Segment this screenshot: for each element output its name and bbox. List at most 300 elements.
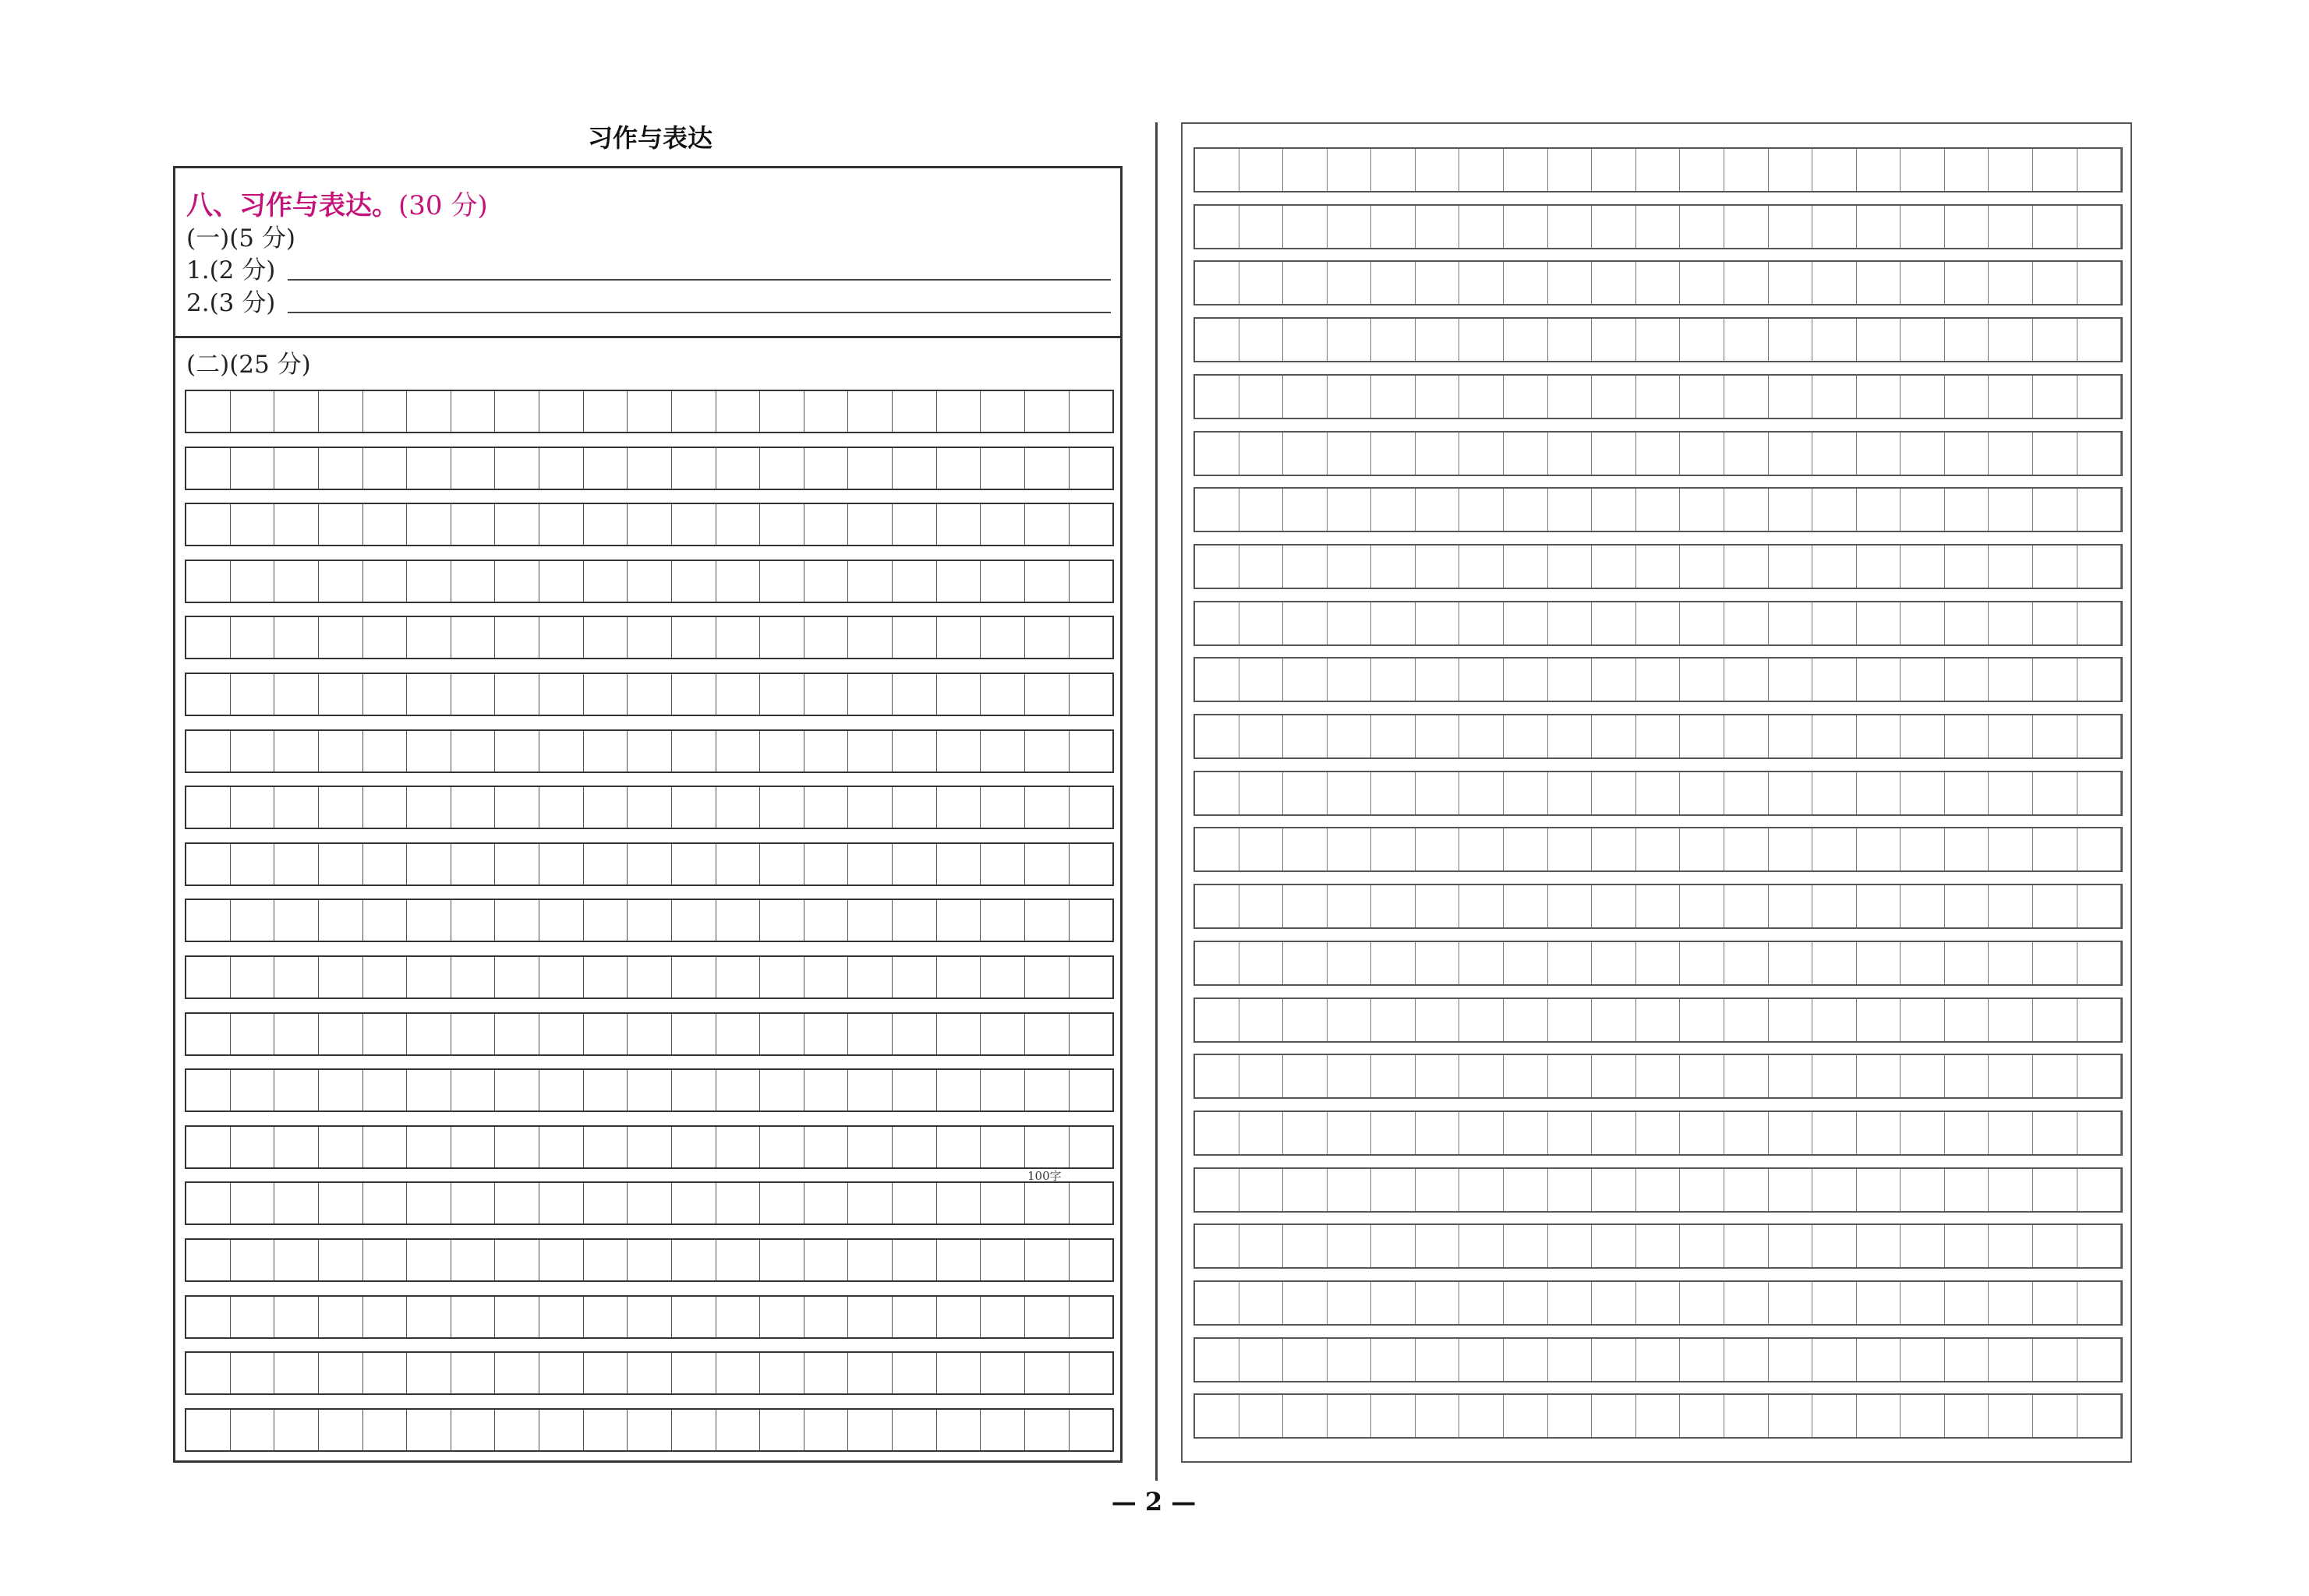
writing-cell[interactable]	[1283, 319, 1328, 361]
writing-cell[interactable]	[1724, 546, 1769, 588]
writing-cell[interactable]	[1724, 999, 1769, 1041]
writing-cell[interactable]	[937, 787, 981, 828]
writing-cell[interactable]	[584, 844, 628, 885]
writing-cell[interactable]	[1195, 433, 1239, 475]
writing-cell[interactable]	[981, 1127, 1025, 1167]
writing-cell[interactable]	[716, 561, 761, 602]
writing-cell[interactable]	[1416, 546, 1460, 588]
writing-cell[interactable]	[1025, 561, 1070, 602]
writing-cell[interactable]	[937, 1070, 981, 1110]
writing-cell[interactable]	[231, 617, 275, 658]
writing-cell[interactable]	[1459, 206, 1504, 248]
writing-cell[interactable]	[1025, 1014, 1070, 1054]
writing-cell[interactable]	[1283, 262, 1328, 304]
writing-cell[interactable]	[1459, 149, 1504, 191]
writing-cell[interactable]	[1504, 1395, 1548, 1437]
writing-cell[interactable]	[716, 1353, 761, 1393]
writing-cell[interactable]	[2077, 546, 2122, 588]
writing-cell[interactable]	[760, 1127, 804, 1167]
writing-cell[interactable]	[2033, 1055, 2077, 1097]
writing-cell[interactable]	[1371, 659, 1416, 701]
writing-cell[interactable]	[804, 504, 849, 545]
writing-cell[interactable]	[893, 844, 937, 885]
writing-cell[interactable]	[1371, 1395, 1416, 1437]
writing-cell[interactable]	[1504, 659, 1548, 701]
writing-cell[interactable]	[1548, 489, 1593, 531]
writing-cell[interactable]	[1459, 715, 1504, 757]
writing-cell[interactable]	[1459, 489, 1504, 531]
writing-cell[interactable]	[2077, 149, 2122, 191]
writing-cell[interactable]	[1459, 999, 1504, 1041]
writing-cell[interactable]	[804, 787, 849, 828]
writing-cell[interactable]	[848, 448, 893, 489]
writing-cell[interactable]	[1857, 149, 1901, 191]
writing-cell[interactable]	[672, 957, 716, 998]
writing-cell[interactable]	[1769, 319, 1813, 361]
writing-cell[interactable]	[319, 391, 363, 432]
writing-cell[interactable]	[628, 1297, 672, 1337]
writing-cell[interactable]	[1416, 999, 1460, 1041]
writing-cell[interactable]	[2077, 602, 2122, 644]
writing-cell[interactable]	[1239, 206, 1284, 248]
writing-cell[interactable]	[981, 1297, 1025, 1337]
writing-cell[interactable]	[1724, 1282, 1769, 1324]
writing-cell[interactable]	[2033, 715, 2077, 757]
writing-cell[interactable]	[1070, 1297, 1113, 1337]
writing-cell[interactable]	[1724, 262, 1769, 304]
writing-cell[interactable]	[848, 1297, 893, 1337]
writing-cell[interactable]	[804, 844, 849, 885]
writing-cell[interactable]	[628, 504, 672, 545]
writing-cell[interactable]	[1857, 1112, 1901, 1154]
writing-cell[interactable]	[186, 900, 231, 941]
writing-cell[interactable]	[628, 731, 672, 772]
writing-cell[interactable]	[1812, 489, 1857, 531]
writing-cell[interactable]	[319, 900, 363, 941]
writing-cell[interactable]	[937, 1410, 981, 1450]
writing-cell[interactable]	[628, 1014, 672, 1054]
writing-cell[interactable]	[1769, 715, 1813, 757]
writing-cell[interactable]	[1025, 844, 1070, 885]
writing-cell[interactable]	[760, 1183, 804, 1223]
writing-cell[interactable]	[1504, 1112, 1548, 1154]
writing-cell[interactable]	[1901, 602, 1945, 644]
writing-cell[interactable]	[319, 957, 363, 998]
writing-cell[interactable]	[1371, 206, 1416, 248]
writing-cell[interactable]	[1724, 433, 1769, 475]
writing-cell[interactable]	[1636, 602, 1681, 644]
writing-cell[interactable]	[672, 1410, 716, 1450]
writing-cell[interactable]	[1371, 489, 1416, 531]
writing-cell[interactable]	[363, 957, 408, 998]
writing-cell[interactable]	[2033, 1395, 2077, 1437]
writing-cell[interactable]	[1945, 319, 1989, 361]
writing-cell[interactable]	[1328, 1112, 1372, 1154]
writing-cell[interactable]	[1724, 1169, 1769, 1211]
writing-cell[interactable]	[672, 617, 716, 658]
writing-cell[interactable]	[1636, 206, 1681, 248]
writing-cell[interactable]	[1459, 1055, 1504, 1097]
writing-cell[interactable]	[1636, 715, 1681, 757]
writing-cell[interactable]	[2077, 999, 2122, 1041]
writing-cell[interactable]	[1989, 942, 2033, 984]
writing-cell[interactable]	[584, 1127, 628, 1167]
writing-cell[interactable]	[1195, 1169, 1239, 1211]
writing-cell[interactable]	[1371, 942, 1416, 984]
writing-cell[interactable]	[1989, 1169, 2033, 1211]
writing-cell[interactable]	[1239, 999, 1284, 1041]
writing-cell[interactable]	[760, 957, 804, 998]
writing-cell[interactable]	[1070, 504, 1113, 545]
writing-cell[interactable]	[716, 731, 761, 772]
writing-cell[interactable]	[584, 1070, 628, 1110]
writing-cell[interactable]	[1239, 942, 1284, 984]
writing-cell[interactable]	[186, 1297, 231, 1337]
writing-cell[interactable]	[1857, 1339, 1901, 1381]
writing-cell[interactable]	[716, 787, 761, 828]
writing-cell[interactable]	[1857, 885, 1901, 927]
writing-cell[interactable]	[274, 448, 319, 489]
writing-cell[interactable]	[848, 1070, 893, 1110]
writing-cell[interactable]	[760, 448, 804, 489]
writing-cell[interactable]	[628, 1410, 672, 1450]
writing-cell[interactable]	[716, 1070, 761, 1110]
writing-cell[interactable]	[1504, 1055, 1548, 1097]
writing-cell[interactable]	[1636, 885, 1681, 927]
writing-cell[interactable]	[1371, 885, 1416, 927]
writing-cell[interactable]	[1812, 546, 1857, 588]
writing-cell[interactable]	[1592, 602, 1636, 644]
writing-cell[interactable]	[2033, 149, 2077, 191]
writing-cell[interactable]	[539, 787, 584, 828]
writing-cell[interactable]	[1857, 489, 1901, 531]
writing-cell[interactable]	[1195, 262, 1239, 304]
writing-cell[interactable]	[1636, 999, 1681, 1041]
writing-cell[interactable]	[1592, 1112, 1636, 1154]
writing-cell[interactable]	[1283, 1282, 1328, 1324]
writing-cell[interactable]	[1371, 1282, 1416, 1324]
writing-cell[interactable]	[628, 900, 672, 941]
writing-cell[interactable]	[1416, 1395, 1460, 1437]
writing-cell[interactable]	[1812, 1169, 1857, 1211]
writing-cell[interactable]	[2033, 1339, 2077, 1381]
writing-cell[interactable]	[848, 787, 893, 828]
writing-cell[interactable]	[672, 1353, 716, 1393]
writing-cell[interactable]	[1459, 659, 1504, 701]
writing-cell[interactable]	[2077, 1282, 2122, 1324]
writing-cell[interactable]	[1548, 1339, 1593, 1381]
writing-cell[interactable]	[804, 448, 849, 489]
writing-cell[interactable]	[937, 957, 981, 998]
writing-cell[interactable]	[1592, 885, 1636, 927]
writing-cell[interactable]	[1945, 206, 1989, 248]
writing-cell[interactable]	[1769, 1169, 1813, 1211]
writing-cell[interactable]	[1195, 772, 1239, 814]
writing-cell[interactable]	[1636, 1055, 1681, 1097]
writing-cell[interactable]	[363, 731, 408, 772]
writing-cell[interactable]	[1724, 376, 1769, 418]
writing-cell[interactable]	[1769, 659, 1813, 701]
writing-cell[interactable]	[1070, 787, 1113, 828]
writing-cell[interactable]	[1371, 546, 1416, 588]
writing-cell[interactable]	[981, 561, 1025, 602]
writing-cell[interactable]	[1724, 489, 1769, 531]
writing-cell[interactable]	[1945, 1225, 1989, 1267]
writing-cell[interactable]	[1857, 1169, 1901, 1211]
writing-cell[interactable]	[1371, 1225, 1416, 1267]
writing-cell[interactable]	[584, 391, 628, 432]
writing-cell[interactable]	[1989, 999, 2033, 1041]
writing-cell[interactable]	[1459, 1112, 1504, 1154]
writing-cell[interactable]	[1070, 1014, 1113, 1054]
writing-cell[interactable]	[1812, 206, 1857, 248]
writing-cell[interactable]	[1328, 1339, 1372, 1381]
writing-cell[interactable]	[1371, 602, 1416, 644]
writing-cell[interactable]	[1769, 546, 1813, 588]
writing-cell[interactable]	[451, 1240, 496, 1280]
writing-cell[interactable]	[1070, 1183, 1113, 1223]
writing-cell[interactable]	[1371, 1339, 1416, 1381]
writing-cell[interactable]	[1504, 319, 1548, 361]
writing-cell[interactable]	[1459, 602, 1504, 644]
writing-cell[interactable]	[1592, 1055, 1636, 1097]
writing-cell[interactable]	[1504, 828, 1548, 870]
writing-cell[interactable]	[1025, 1240, 1070, 1280]
writing-cell[interactable]	[319, 1070, 363, 1110]
writing-cell[interactable]	[1769, 489, 1813, 531]
writing-cell[interactable]	[848, 617, 893, 658]
writing-cell[interactable]	[1857, 772, 1901, 814]
writing-cell[interactable]	[1070, 391, 1113, 432]
writing-cell[interactable]	[1548, 1395, 1593, 1437]
writing-cell[interactable]	[1239, 1055, 1284, 1097]
writing-cell[interactable]	[539, 900, 584, 941]
writing-cell[interactable]	[1504, 262, 1548, 304]
writing-cell[interactable]	[1328, 433, 1372, 475]
writing-cell[interactable]	[804, 957, 849, 998]
writing-cell[interactable]	[1239, 319, 1284, 361]
writing-cell[interactable]	[584, 504, 628, 545]
writing-cell[interactable]	[186, 731, 231, 772]
writing-cell[interactable]	[2033, 319, 2077, 361]
writing-cell[interactable]	[1857, 206, 1901, 248]
writing-cell[interactable]	[1724, 942, 1769, 984]
writing-cell[interactable]	[628, 448, 672, 489]
writing-cell[interactable]	[628, 561, 672, 602]
writing-cell[interactable]	[363, 1240, 408, 1280]
writing-cell[interactable]	[1371, 999, 1416, 1041]
writing-cell[interactable]	[2033, 659, 2077, 701]
writing-cell[interactable]	[981, 1240, 1025, 1280]
writing-cell[interactable]	[1504, 715, 1548, 757]
writing-cell[interactable]	[539, 391, 584, 432]
writing-cell[interactable]	[1945, 149, 1989, 191]
writing-cell[interactable]	[981, 504, 1025, 545]
writing-cell[interactable]	[1769, 1055, 1813, 1097]
writing-cell[interactable]	[893, 900, 937, 941]
writing-cell[interactable]	[1195, 376, 1239, 418]
writing-cell[interactable]	[1989, 489, 2033, 531]
writing-cell[interactable]	[495, 1353, 539, 1393]
writing-cell[interactable]	[539, 1353, 584, 1393]
writing-cell[interactable]	[1636, 772, 1681, 814]
writing-cell[interactable]	[1945, 1395, 1989, 1437]
writing-cell[interactable]	[1636, 1339, 1681, 1381]
writing-cell[interactable]	[1680, 262, 1724, 304]
writing-cell[interactable]	[1548, 942, 1593, 984]
writing-cell[interactable]	[1548, 828, 1593, 870]
writing-cell[interactable]	[848, 1410, 893, 1450]
writing-cell[interactable]	[539, 448, 584, 489]
writing-cell[interactable]	[407, 674, 451, 715]
writing-cell[interactable]	[937, 1127, 981, 1167]
writing-cell[interactable]	[584, 900, 628, 941]
writing-cell[interactable]	[1945, 489, 1989, 531]
writing-cell[interactable]	[804, 1127, 849, 1167]
writing-cell[interactable]	[1195, 1055, 1239, 1097]
writing-cell[interactable]	[1459, 885, 1504, 927]
writing-cell[interactable]	[1945, 1169, 1989, 1211]
writing-cell[interactable]	[2033, 546, 2077, 588]
writing-cell[interactable]	[451, 1070, 496, 1110]
writing-cell[interactable]	[893, 787, 937, 828]
writing-cell[interactable]	[716, 504, 761, 545]
writing-cell[interactable]	[628, 787, 672, 828]
writing-cell[interactable]	[1724, 1395, 1769, 1437]
writing-cell[interactable]	[407, 957, 451, 998]
writing-cell[interactable]	[1195, 602, 1239, 644]
writing-cell[interactable]	[319, 504, 363, 545]
writing-cell[interactable]	[804, 561, 849, 602]
writing-cell[interactable]	[1901, 1055, 1945, 1097]
writing-cell[interactable]	[672, 731, 716, 772]
writing-cell[interactable]	[495, 1183, 539, 1223]
writing-cell[interactable]	[1901, 1225, 1945, 1267]
writing-cell[interactable]	[628, 674, 672, 715]
writing-cell[interactable]	[319, 1014, 363, 1054]
writing-cell[interactable]	[1857, 602, 1901, 644]
writing-cell[interactable]	[1416, 1112, 1460, 1154]
question-2-answer-line[interactable]	[288, 312, 1111, 313]
writing-cell[interactable]	[407, 1183, 451, 1223]
writing-cell[interactable]	[1857, 942, 1901, 984]
writing-cell[interactable]	[1812, 1055, 1857, 1097]
writing-cell[interactable]	[1592, 149, 1636, 191]
writing-cell[interactable]	[628, 1183, 672, 1223]
writing-cell[interactable]	[1328, 206, 1372, 248]
writing-cell[interactable]	[407, 1410, 451, 1450]
writing-cell[interactable]	[584, 787, 628, 828]
writing-cell[interactable]	[1724, 1339, 1769, 1381]
writing-cell[interactable]	[1812, 659, 1857, 701]
writing-cell[interactable]	[893, 731, 937, 772]
writing-cell[interactable]	[1592, 262, 1636, 304]
writing-cell[interactable]	[1504, 433, 1548, 475]
writing-cell[interactable]	[981, 1353, 1025, 1393]
writing-cell[interactable]	[274, 957, 319, 998]
writing-cell[interactable]	[1025, 617, 1070, 658]
writing-cell[interactable]	[1680, 659, 1724, 701]
writing-cell[interactable]	[981, 1410, 1025, 1450]
writing-cell[interactable]	[1328, 546, 1372, 588]
writing-cell[interactable]	[1945, 1282, 1989, 1324]
writing-cell[interactable]	[1724, 149, 1769, 191]
writing-cell[interactable]	[1680, 489, 1724, 531]
writing-cell[interactable]	[407, 1127, 451, 1167]
writing-cell[interactable]	[1592, 715, 1636, 757]
question-1-answer-line[interactable]	[288, 279, 1111, 281]
writing-cell[interactable]	[584, 1353, 628, 1393]
writing-cell[interactable]	[716, 391, 761, 432]
writing-cell[interactable]	[760, 1014, 804, 1054]
writing-cell[interactable]	[628, 617, 672, 658]
writing-cell[interactable]	[981, 617, 1025, 658]
writing-cell[interactable]	[1812, 942, 1857, 984]
writing-cell[interactable]	[2077, 1225, 2122, 1267]
writing-cell[interactable]	[1680, 433, 1724, 475]
writing-cell[interactable]	[363, 561, 408, 602]
writing-cell[interactable]	[804, 1183, 849, 1223]
writing-cell[interactable]	[848, 1353, 893, 1393]
writing-cell[interactable]	[1548, 319, 1593, 361]
writing-cell[interactable]	[628, 1070, 672, 1110]
writing-cell[interactable]	[1680, 546, 1724, 588]
writing-cell[interactable]	[1769, 885, 1813, 927]
writing-cell[interactable]	[1901, 1282, 1945, 1324]
writing-cell[interactable]	[1901, 772, 1945, 814]
writing-cell[interactable]	[1592, 1339, 1636, 1381]
writing-cell[interactable]	[1636, 149, 1681, 191]
writing-cell[interactable]	[628, 957, 672, 998]
writing-cell[interactable]	[363, 1297, 408, 1337]
writing-cell[interactable]	[1504, 772, 1548, 814]
writing-cell[interactable]	[1901, 1395, 1945, 1437]
writing-cell[interactable]	[1416, 433, 1460, 475]
writing-cell[interactable]	[1070, 844, 1113, 885]
writing-cell[interactable]	[1769, 999, 1813, 1041]
writing-cell[interactable]	[1416, 206, 1460, 248]
writing-cell[interactable]	[804, 1410, 849, 1450]
writing-cell[interactable]	[186, 391, 231, 432]
writing-cell[interactable]	[893, 1410, 937, 1450]
writing-cell[interactable]	[1901, 659, 1945, 701]
writing-cell[interactable]	[231, 674, 275, 715]
writing-cell[interactable]	[1548, 999, 1593, 1041]
writing-cell[interactable]	[539, 674, 584, 715]
writing-cell[interactable]	[1459, 828, 1504, 870]
writing-cell[interactable]	[760, 617, 804, 658]
writing-cell[interactable]	[319, 844, 363, 885]
writing-cell[interactable]	[1283, 149, 1328, 191]
writing-cell[interactable]	[319, 731, 363, 772]
writing-cell[interactable]	[495, 1127, 539, 1167]
writing-cell[interactable]	[1548, 433, 1593, 475]
writing-cell[interactable]	[848, 1183, 893, 1223]
writing-cell[interactable]	[1989, 772, 2033, 814]
writing-cell[interactable]	[231, 391, 275, 432]
writing-cell[interactable]	[363, 900, 408, 941]
writing-cell[interactable]	[407, 617, 451, 658]
writing-cell[interactable]	[407, 900, 451, 941]
writing-cell[interactable]	[716, 674, 761, 715]
writing-cell[interactable]	[1504, 546, 1548, 588]
writing-cell[interactable]	[1283, 772, 1328, 814]
writing-cell[interactable]	[716, 617, 761, 658]
writing-cell[interactable]	[1769, 262, 1813, 304]
writing-cell[interactable]	[1239, 1282, 1284, 1324]
writing-cell[interactable]	[1328, 1225, 1372, 1267]
writing-cell[interactable]	[1769, 376, 1813, 418]
